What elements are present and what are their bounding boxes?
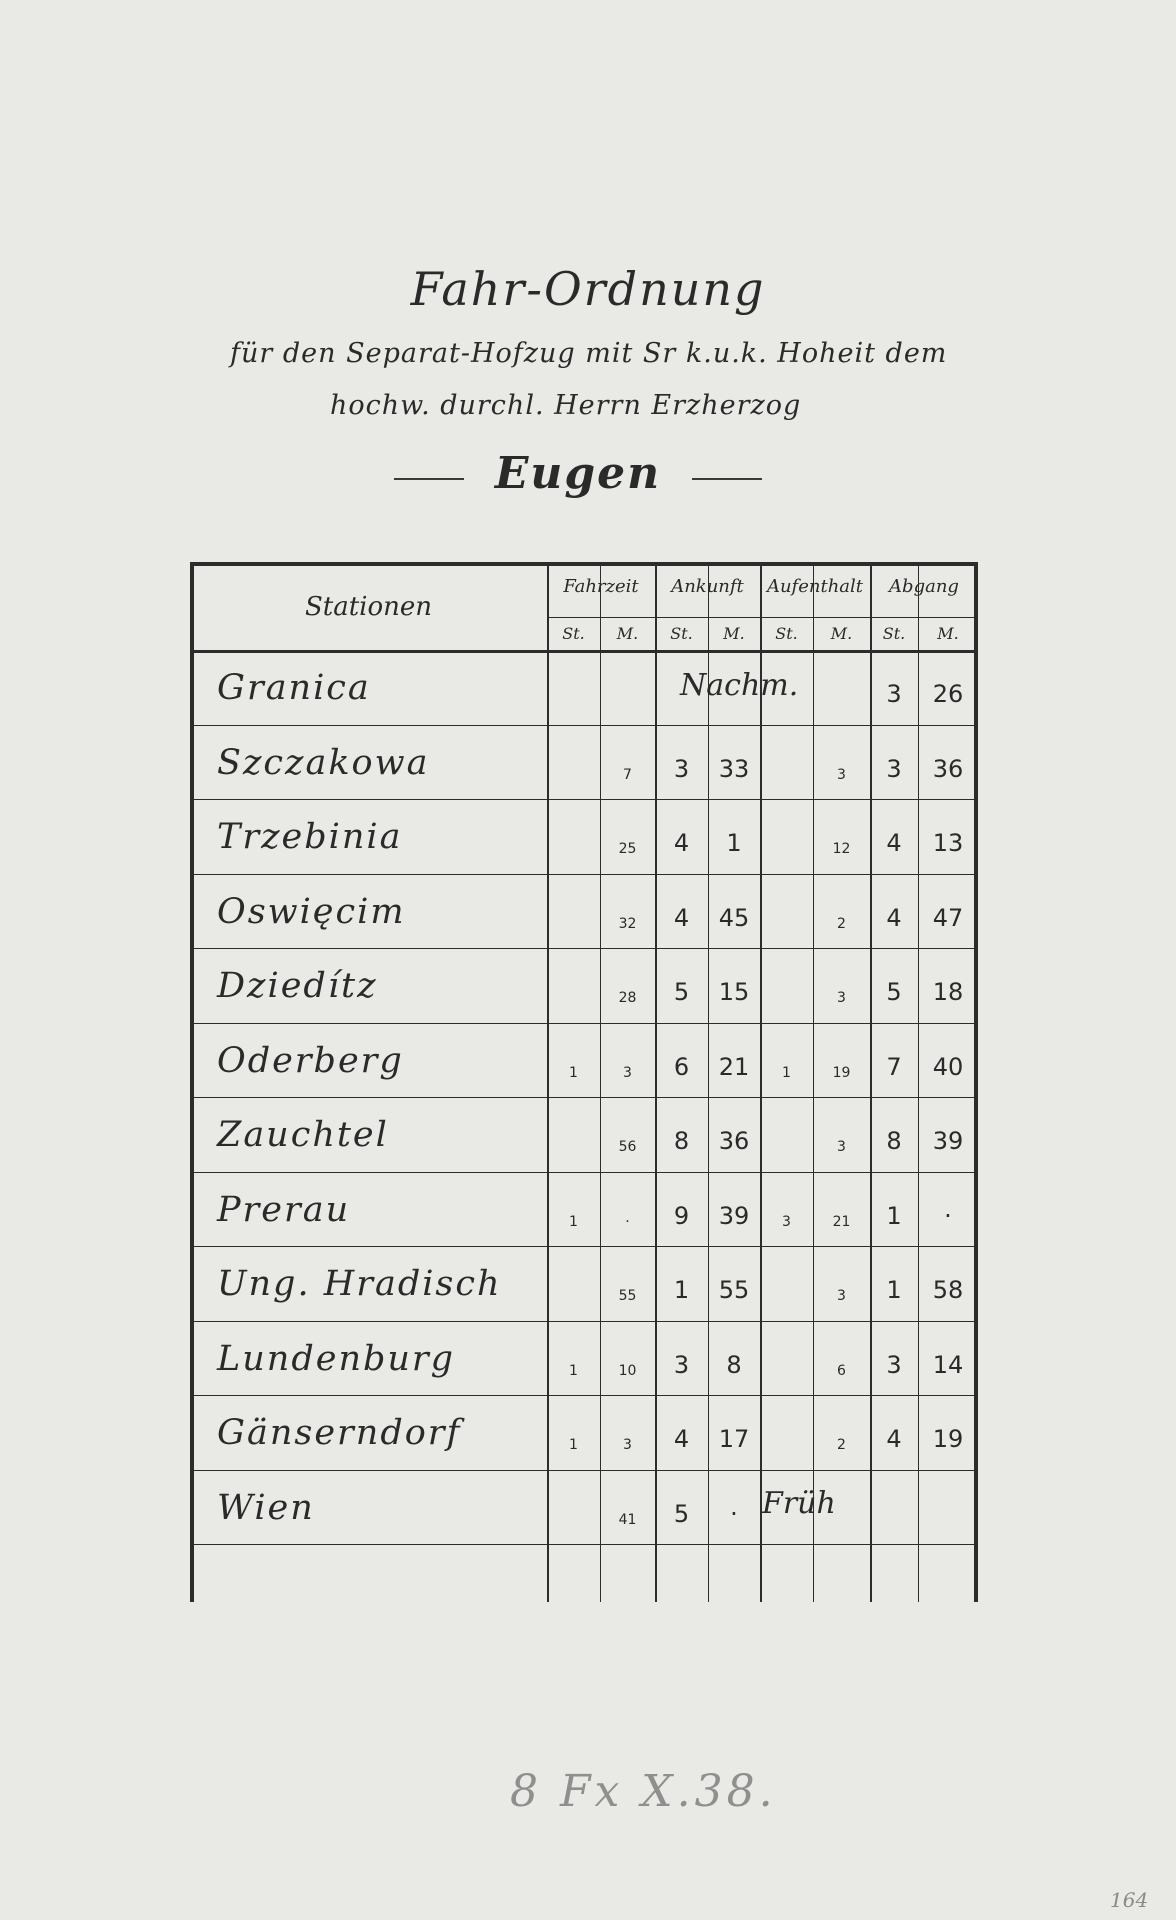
timetable-cell: 10 bbox=[618, 1362, 637, 1379]
subtitle-line-2: hochw. durchl. Herrn Erzherzog bbox=[330, 390, 802, 421]
timetable-cell: 3 bbox=[623, 1437, 632, 1453]
timetable-cell: 36 bbox=[932, 754, 964, 783]
station-name: Lundenburg bbox=[217, 1338, 456, 1379]
timetable-cell: 15 bbox=[718, 978, 750, 1006]
row-line bbox=[190, 874, 978, 875]
header-mid-line bbox=[547, 617, 978, 618]
row-line bbox=[190, 1321, 978, 1322]
timetable-cell: 8 bbox=[726, 1350, 742, 1379]
timetable-cell: 39 bbox=[932, 1127, 964, 1155]
column-group-header: Fahrzeit bbox=[563, 576, 639, 597]
timetable-cell: 3 bbox=[673, 754, 690, 783]
timetable-cell: 4 bbox=[886, 1425, 902, 1453]
ornamental-name bbox=[418, 448, 738, 518]
row-line bbox=[190, 725, 978, 726]
timetable-cell: · bbox=[944, 1201, 952, 1230]
column-subheader: St. bbox=[775, 624, 798, 643]
station-name: Wien bbox=[217, 1487, 315, 1528]
station-name: Zauchtel bbox=[217, 1115, 389, 1155]
timetable-cell: 4 bbox=[673, 903, 690, 932]
timetable-cell: 56 bbox=[618, 1139, 637, 1155]
archduke-name: Eugen bbox=[494, 448, 662, 499]
row-line bbox=[190, 799, 978, 800]
timetable-cell: 58 bbox=[932, 1276, 964, 1304]
row-line bbox=[190, 948, 978, 949]
timetable-cell: 3 bbox=[837, 766, 846, 783]
row-line bbox=[190, 1470, 978, 1471]
timetable-cell: 3 bbox=[886, 754, 902, 783]
note-morning: Früh bbox=[762, 1485, 836, 1521]
timetable-cell: 1 bbox=[886, 1201, 902, 1230]
row-line bbox=[190, 1097, 978, 1098]
timetable-cell: 4 bbox=[886, 903, 902, 932]
timetable-cell: 4 bbox=[673, 1425, 690, 1453]
timetable-cell: 2 bbox=[837, 1437, 846, 1453]
timetable-cell: 3 bbox=[782, 1213, 791, 1230]
timetable-cell: 19 bbox=[832, 1064, 851, 1081]
column-subheader: M. bbox=[830, 624, 853, 643]
timetable-cell: 7 bbox=[623, 766, 632, 783]
subtitle-line-1: für den Separat-Hofzug mit Sr k.u.k. Hoheit dem bbox=[230, 338, 948, 369]
timetable-cell: 1 bbox=[782, 1064, 791, 1081]
timetable-cell: 1 bbox=[726, 829, 742, 857]
timetable-cell: 1 bbox=[886, 1276, 902, 1304]
timetable-cell: 7 bbox=[886, 1052, 902, 1081]
timetable-cell: 19 bbox=[932, 1425, 964, 1453]
timetable-cell: 41 bbox=[618, 1511, 637, 1528]
timetable-cell: 14 bbox=[932, 1350, 964, 1379]
timetable-cell: 1 bbox=[673, 1276, 690, 1304]
timetable-cell: 3 bbox=[886, 1350, 902, 1379]
station-name: Szczakowa bbox=[217, 742, 430, 783]
timetable-cell: 28 bbox=[618, 990, 637, 1006]
timetable-cell: 3 bbox=[837, 1288, 846, 1304]
timetable-cell: 3 bbox=[886, 680, 902, 708]
timetable-cell: 9 bbox=[673, 1201, 690, 1230]
station-name: Gänserndorf bbox=[217, 1413, 462, 1453]
timetable-cell: 1 bbox=[569, 1362, 578, 1379]
station-name: Granica bbox=[217, 668, 371, 708]
timetable-cell: · bbox=[730, 1499, 738, 1528]
archive-signature: 8 Fx X.38. bbox=[510, 1766, 777, 1817]
timetable-cell: 39 bbox=[718, 1201, 750, 1230]
timetable-cell: 5 bbox=[673, 978, 690, 1006]
station-name: Oswięcim bbox=[217, 891, 406, 932]
row-line bbox=[190, 1544, 978, 1545]
timetable-cell: 18 bbox=[932, 978, 964, 1006]
station-name: Prerau bbox=[217, 1189, 351, 1230]
page-number: 164 bbox=[1110, 1888, 1149, 1912]
timetable-cell: 8 bbox=[673, 1127, 690, 1155]
note-afternoon: Nachm. bbox=[680, 668, 799, 703]
timetable-cell: 40 bbox=[932, 1052, 964, 1081]
header-bottom-border bbox=[190, 650, 978, 653]
row-line bbox=[190, 1395, 978, 1396]
station-name: Ung. Hradisch bbox=[217, 1264, 502, 1304]
timetable-cell: 47 bbox=[932, 903, 964, 932]
timetable-cell: 13 bbox=[932, 829, 964, 857]
column-group-header: Ankunft bbox=[671, 576, 744, 597]
timetable-cell: · bbox=[625, 1213, 630, 1230]
timetable-cell: 2 bbox=[837, 915, 846, 932]
timetable-cell: 6 bbox=[837, 1362, 846, 1379]
column-subheader: M. bbox=[937, 624, 959, 643]
timetable-cell: 3 bbox=[623, 1064, 632, 1081]
column-group-header: Abgang bbox=[889, 576, 959, 597]
station-name: Dziedítz bbox=[217, 966, 378, 1006]
timetable-cell: 32 bbox=[618, 915, 637, 932]
timetable-table bbox=[190, 562, 978, 1602]
page-title: Fahr-Ordnung bbox=[410, 262, 766, 316]
timetable-cell: 1 bbox=[569, 1437, 578, 1453]
timetable-cell: 21 bbox=[718, 1052, 750, 1081]
table-top-border bbox=[190, 562, 978, 566]
timetable-cell: 25 bbox=[618, 841, 637, 857]
column-subheader: St. bbox=[562, 624, 585, 643]
station-name: Oderberg bbox=[217, 1040, 404, 1081]
row-line bbox=[190, 1246, 978, 1247]
timetable-cell: 1 bbox=[569, 1064, 578, 1081]
timetable-cell: 8 bbox=[886, 1127, 902, 1155]
column-subheader: M. bbox=[616, 624, 639, 643]
station-name: Trzebinia bbox=[217, 817, 403, 857]
column-header-stations: Stationen bbox=[304, 592, 433, 622]
timetable-cell: 45 bbox=[718, 903, 750, 932]
table-left-border bbox=[190, 562, 194, 1602]
timetable-cell: 17 bbox=[718, 1425, 750, 1453]
column-group-header: Aufenthalt bbox=[766, 576, 864, 597]
timetable-cell: 36 bbox=[718, 1127, 750, 1155]
row-line bbox=[190, 1172, 978, 1173]
timetable-cell: 5 bbox=[673, 1499, 690, 1528]
timetable-cell: 6 bbox=[673, 1052, 690, 1081]
timetable-cell: 21 bbox=[832, 1213, 851, 1230]
timetable-cell: 3 bbox=[837, 1139, 846, 1155]
timetable-cell: 55 bbox=[718, 1276, 750, 1304]
column-line bbox=[760, 562, 762, 1602]
timetable-cell: 4 bbox=[886, 829, 902, 857]
timetable-cell: 5 bbox=[886, 978, 902, 1006]
row-line bbox=[190, 1023, 978, 1024]
timetable-cell: 4 bbox=[673, 829, 690, 857]
timetable-cell: 33 bbox=[718, 754, 750, 783]
timetable-cell: 26 bbox=[932, 680, 964, 708]
timetable-cell: 12 bbox=[832, 841, 851, 857]
timetable-cell: 3 bbox=[837, 990, 846, 1006]
column-subheader: St. bbox=[670, 624, 693, 643]
column-subheader: St. bbox=[882, 624, 906, 643]
timetable-cell: 1 bbox=[569, 1213, 578, 1230]
timetable-cell: 3 bbox=[673, 1350, 690, 1379]
column-subheader: M. bbox=[723, 624, 745, 643]
timetable-cell: 55 bbox=[618, 1288, 637, 1304]
